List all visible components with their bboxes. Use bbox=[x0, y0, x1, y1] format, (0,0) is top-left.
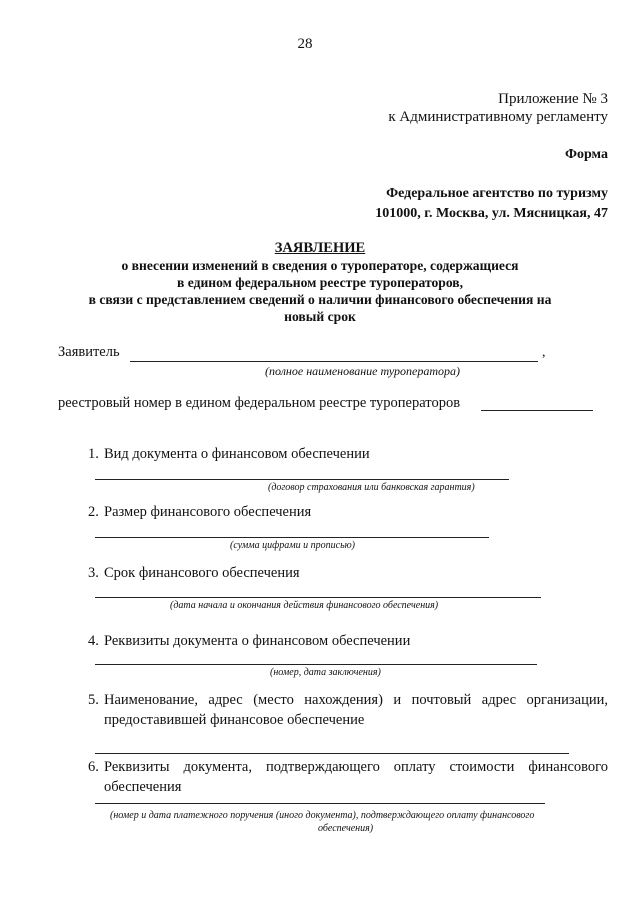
item-text: Реквизиты документа, подтверждающего оплату стоимости финансового обеспечения bbox=[104, 759, 608, 795]
item-2-field[interactable] bbox=[95, 537, 489, 538]
item-6-hint-line-2: обеспечения) bbox=[318, 823, 374, 834]
item-6-field[interactable] bbox=[95, 803, 545, 804]
list-item-4 bbox=[88, 631, 608, 651]
applicant-hint: (полное наименование туроператора) bbox=[265, 364, 461, 378]
item-number: 3. bbox=[88, 565, 99, 581]
document-title bbox=[0, 240, 640, 325]
title-line-2: в едином федеральном реестре туроператоров, bbox=[176, 275, 464, 290]
item-1-field[interactable] bbox=[95, 479, 509, 480]
list-item-1 bbox=[88, 444, 608, 464]
item-text: Размер финансового обеспечения bbox=[104, 504, 312, 520]
list-item-5 bbox=[88, 690, 608, 732]
item-6-hint-line-1: (номер и дата платежного поручения (иного документа), подтверждающего оплату финансового bbox=[110, 810, 535, 821]
item-text: Реквизиты документа о финансовом обеспечении bbox=[104, 633, 411, 649]
annex-reference: к Административному регламенту bbox=[388, 109, 608, 125]
item-text: Вид документа о финансовом обеспечении bbox=[104, 446, 370, 462]
applicant-comma: , bbox=[542, 345, 546, 360]
recipient-name: Федеральное агентство по туризму bbox=[386, 186, 608, 201]
item-number: 2. bbox=[88, 504, 99, 520]
item-4-field[interactable] bbox=[95, 664, 537, 665]
item-1-hint: (договор страхования или банковская гарантия) bbox=[268, 482, 475, 493]
item-number: 6. bbox=[88, 759, 99, 775]
title-line-3: в связи с представлением сведений о наличии финансового обеспечения на bbox=[88, 292, 552, 307]
item-number: 4. bbox=[88, 633, 99, 649]
item-3-field[interactable] bbox=[95, 597, 541, 598]
item-text: Наименование, адрес (место нахождения) и почтовый адрес организации, предоставившей финансовое обеспечение bbox=[104, 692, 608, 728]
title-main: ЗАЯВЛЕНИЕ bbox=[274, 240, 366, 256]
item-number: 5. bbox=[88, 692, 99, 708]
list-item-6 bbox=[88, 757, 608, 799]
applicant-field[interactable] bbox=[130, 361, 538, 362]
recipient-address: 101000, г. Москва, ул. Мясницкая, 47 bbox=[375, 206, 608, 221]
item-2-hint: (сумма цифрами и прописью) bbox=[230, 540, 356, 551]
registry-number-field[interactable] bbox=[481, 410, 593, 411]
applicant-label: Заявитель bbox=[58, 344, 120, 360]
form-label: Форма bbox=[564, 147, 608, 162]
item-4-hint: (номер, дата заключения) bbox=[270, 667, 381, 678]
list-item-2 bbox=[88, 502, 608, 522]
item-5-field[interactable] bbox=[95, 753, 569, 754]
registry-label: реестровый номер в едином федеральном реестре туроператоров bbox=[58, 395, 461, 411]
annex-number: Приложение № 3 bbox=[498, 91, 608, 107]
item-text: Срок финансового обеспечения bbox=[104, 565, 300, 581]
title-line-4: новый срок bbox=[284, 309, 356, 324]
title-line-1: о внесении изменений в сведения о туроператоре, содержащиеся bbox=[121, 258, 519, 273]
list-item-3 bbox=[88, 563, 608, 583]
page-number: 28 bbox=[297, 36, 313, 52]
item-3-hint: (дата начала и окончания действия финансового обеспечения) bbox=[170, 600, 439, 611]
item-number: 1. bbox=[88, 446, 99, 462]
